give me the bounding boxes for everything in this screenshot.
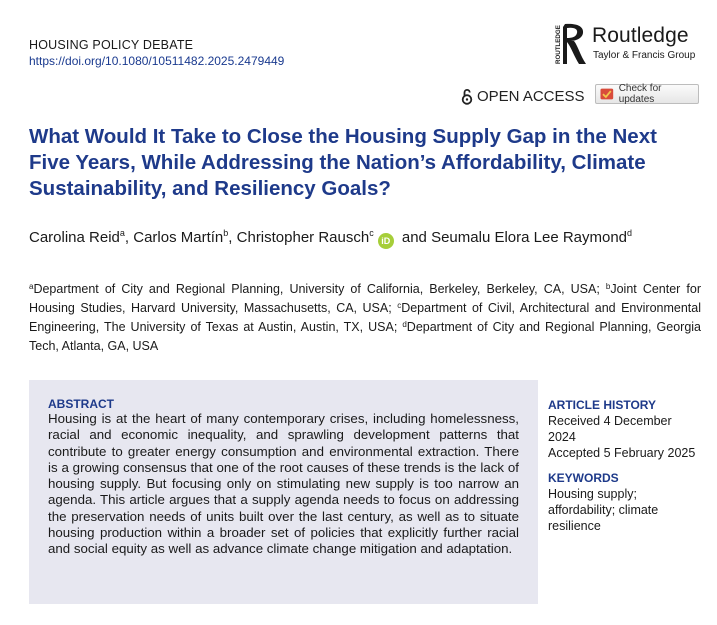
routledge-logo[interactable] [552, 22, 702, 66]
orcid-icon[interactable]: iD [378, 233, 394, 249]
abstract-box [29, 380, 538, 604]
affiliation-text: Department of City and Regional Planning, University of California, Berkeley, Berkeley, CA, USA; [33, 282, 606, 296]
article-title: What Would It Take to Close the Housing Supply Gap in the Next Five Years, While Addressing the Nation’s Affordability, Climate Sustainability, and Resiliency Goals? [29, 125, 657, 200]
routledge-vertical-wordmark [552, 22, 562, 64]
abstract-heading: ABSTRACT [48, 397, 114, 411]
routledge-r-icon [562, 22, 588, 66]
affiliations [29, 280, 701, 356]
author-affil-marker: a [119, 228, 125, 238]
affil-marker: b [605, 282, 611, 291]
author-affil-marker: c [369, 228, 374, 238]
open-access-badge [461, 86, 585, 106]
author-separator: , [228, 229, 237, 246]
svg-text:ROUTLEDGE: ROUTLEDGE [555, 25, 562, 64]
keywords-text: Housing supply; affordability; climate resilience [548, 487, 659, 533]
author-name[interactable]: Seumalu Elora Lee Raymond [431, 229, 628, 246]
affiliation-text: Joint Center for Housing Studies, Harvard University, Massachusetts, CA, USA; [29, 282, 701, 315]
keywords-heading: KEYWORDS [548, 471, 619, 485]
check-updates-label: Check for updates [618, 83, 662, 105]
publisher-name: Routledge [592, 24, 689, 47]
publisher-tagline: Taylor & Francis Group [593, 50, 696, 61]
article-history-heading: ARTICLE HISTORY [548, 398, 657, 412]
open-access-label: OPEN ACCESS [477, 87, 585, 105]
abstract-text: Housing is at the heart of many contemporary crises, including homelessness, racial and economic inequality, and sprawling development patterns that contribute to greater energy consumption and environmental extraction. There is a growing consensus that one of the root causes of these trends is the lack of housing supply. But focusing only on stimulating new supply is too narrow an agenda. This article argues that a supply agenda needs to focus on addressing the preservation needs of units built over the last century, as well as to situate housing production within a broader set of policies that explicitly further racial and social equity as well as advance climate change mitigation and adaptation. [48, 411, 519, 557]
author-list [29, 228, 709, 249]
affil-marker: a [29, 282, 34, 291]
open-lock-icon [461, 88, 473, 105]
affil-marker: d [402, 320, 407, 329]
doi-link[interactable]: https://doi.org/10.1080/10511482.2025.2479449 [29, 54, 285, 68]
affiliation-text: Department of City and Regional Planning, Georgia Tech, Atlanta, GA, USA [29, 320, 701, 353]
author-separator: , [124, 229, 134, 246]
author-name[interactable]: Christopher Rausch [236, 229, 370, 246]
journal-name: HOUSING POLICY DEBATE [29, 38, 194, 52]
accepted-date: Accepted 5 February 2025 [548, 446, 696, 460]
author-separator: and [397, 229, 432, 246]
author-affil-marker: b [223, 228, 229, 238]
article-sidebar [548, 398, 698, 534]
received-date: Received 4 December 2024 [548, 414, 672, 444]
check-for-updates-button[interactable] [595, 84, 699, 104]
author-affil-marker: d [627, 228, 633, 238]
author-name[interactable]: Carlos Martín [133, 229, 224, 246]
author-name[interactable]: Carolina Reid [29, 229, 120, 246]
affil-marker: c [397, 301, 402, 310]
affiliation-text: Department of Civil, Architectural and Environmental Engineering, The University of Texas at Austin, Austin, TX, USA; [29, 301, 701, 334]
check-updates-icon [600, 88, 614, 100]
